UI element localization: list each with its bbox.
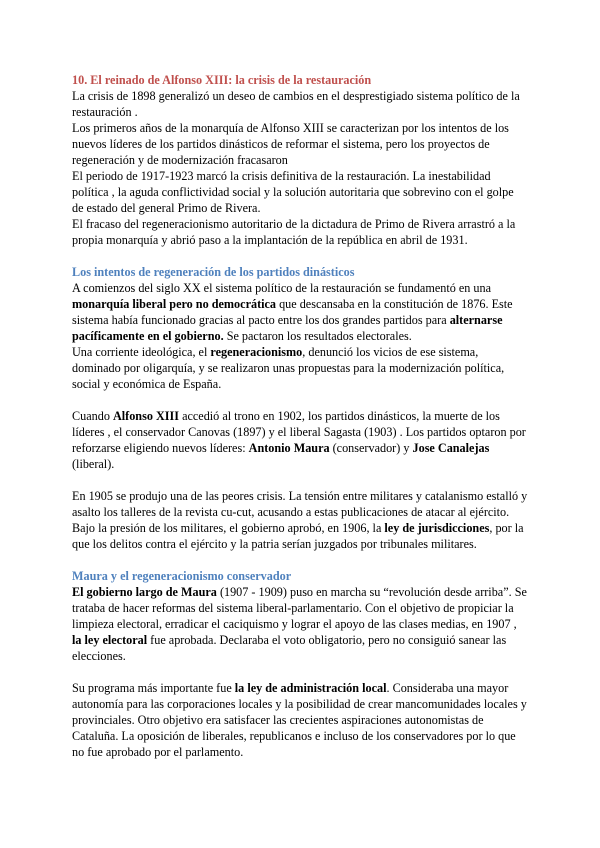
spacer	[72, 392, 528, 408]
bold-text: regeneracionismo	[210, 345, 303, 359]
bold-text: El gobierno largo de Maura	[72, 585, 217, 599]
paragraph-alfonso-xiii: Cuando Alfonso XIII accedió al trono en 1902, los partidos dinásticos, la muerte de los líderes , el conservador Canovas (1897) y el liberal Sagasta (1903) . Los partidos optaron por reforzarse eligiendo nuevos líderes: Antonio Maura (conservador) y Jose Canalejas (liberal).	[72, 409, 526, 471]
paragraph-regeneracionismo: Una corriente ideológica, el regeneracionismo, denunció los vicios de ese sistema, dominado por oligarquía, y se realizaron unas propuestas para la modernización política, social y económica de España.	[72, 345, 505, 391]
bold-text: la ley electoral	[72, 633, 148, 647]
intro-paragraph-4: El fracaso del regeneracionismo autoritario de la dictadura de Primo de Rivera arrastró a la propia monarquía y abrió paso a la implantación de la república en abril de 1931.	[72, 217, 516, 247]
subsection-title-dynastic-parties: Los intentos de regeneración de los partidos dinásticos	[72, 265, 355, 279]
intro-paragraph-2: Los primeros años de la monarquía de Alfonso XIII se caracterizan por los intentos de los nuevos líderes de los partidos dinásticos de reformar el sistema, pero los proyectos de regeneración y de modernización fracasaron	[72, 121, 509, 167]
subsection-title-maura: Maura y el regeneracionismo conservador	[72, 569, 292, 583]
bold-text: la ley de administración local	[234, 681, 387, 695]
paragraph-administracion-local: Su programa más importante fue la ley de administración local. Consideraba una mayor autonomía para las corporaciones locales y la posibilidad de crear mancomunidades locales y provinciales. Otro objetivo era satisfacer las crecientes aspiraciones autonomistas de Cataluña. La oposición de liberales, republicanos e incluso de los conservadores por lo que no fue aprobado por el parlamento.	[72, 681, 527, 759]
paragraph-gobierno-largo: El gobierno largo de Maura (1907 - 1909) puso en marcha su “revolución desde arriba”. Se trataba de hacer reformas del sistema liberal-parlamentario. Con el objetivo de propiciar la limpieza electoral, erradicar el caciquismo y lograr el apoyo de las clases medias, en 1907 , la ley electoral fue aprobada. Declaraba el voto obligatorio, pero no consiguió sanear las elecciones.	[72, 585, 527, 663]
spacer	[72, 664, 528, 680]
bold-text: monarquía liberal pero no democrática	[72, 297, 277, 311]
bold-text: Antonio Maura	[248, 441, 330, 455]
bold-text: Jose Canalejas	[412, 441, 490, 455]
paragraph-restoration-system: A comienzos del siglo XX el sistema político de la restauración se fundamentó en una monarquía liberal pero no democrática que descansaba en la constitución de 1876. Este sistema había funcionado gracias al pacto entre los dos grandes partidos para alternarse pacíficamente en el gobierno. Se pactaron los resultados electorales.	[72, 281, 513, 343]
paragraph-crisis-1905: En 1905 se produjo una de las peores crisis. La tensión entre militares y catalanismo estalló y asalto los talleres de la revista cu-cut, acusando a estas publicaciones de atacar al ejército.	[72, 489, 528, 519]
spacer	[72, 472, 528, 488]
bold-text: alternarse pacíficamente en el gobierno.	[72, 313, 503, 343]
intro-paragraph-3: El periodo de 1917-1923 marcó la crisis definitiva de la restauración. La inestabilidad política , la aguda conflictividad social y la solución autoritaria que sobrevino con el golpe de estado del general Primo de Rivera.	[72, 169, 514, 215]
bold-text: Alfonso XIII	[112, 409, 180, 423]
intro-paragraph-1: La crisis de 1898 generalizó un deseo de cambios en el desprestigiado sistema político de la restauración .	[72, 89, 520, 119]
spacer	[72, 248, 528, 264]
section-title: 10. El reinado de Alfonso XIII: la crisis de la restauración	[72, 73, 372, 87]
bold-text: ley de jurisdicciones	[384, 521, 490, 535]
spacer	[72, 552, 528, 568]
paragraph-ley-jurisdicciones: Bajo la presión de los militares, el gobierno aprobó, en 1906, la ley de jurisdicciones, por la que los delitos contra el ejército y la patria serían juzgados por tribunales militares.	[72, 521, 524, 551]
